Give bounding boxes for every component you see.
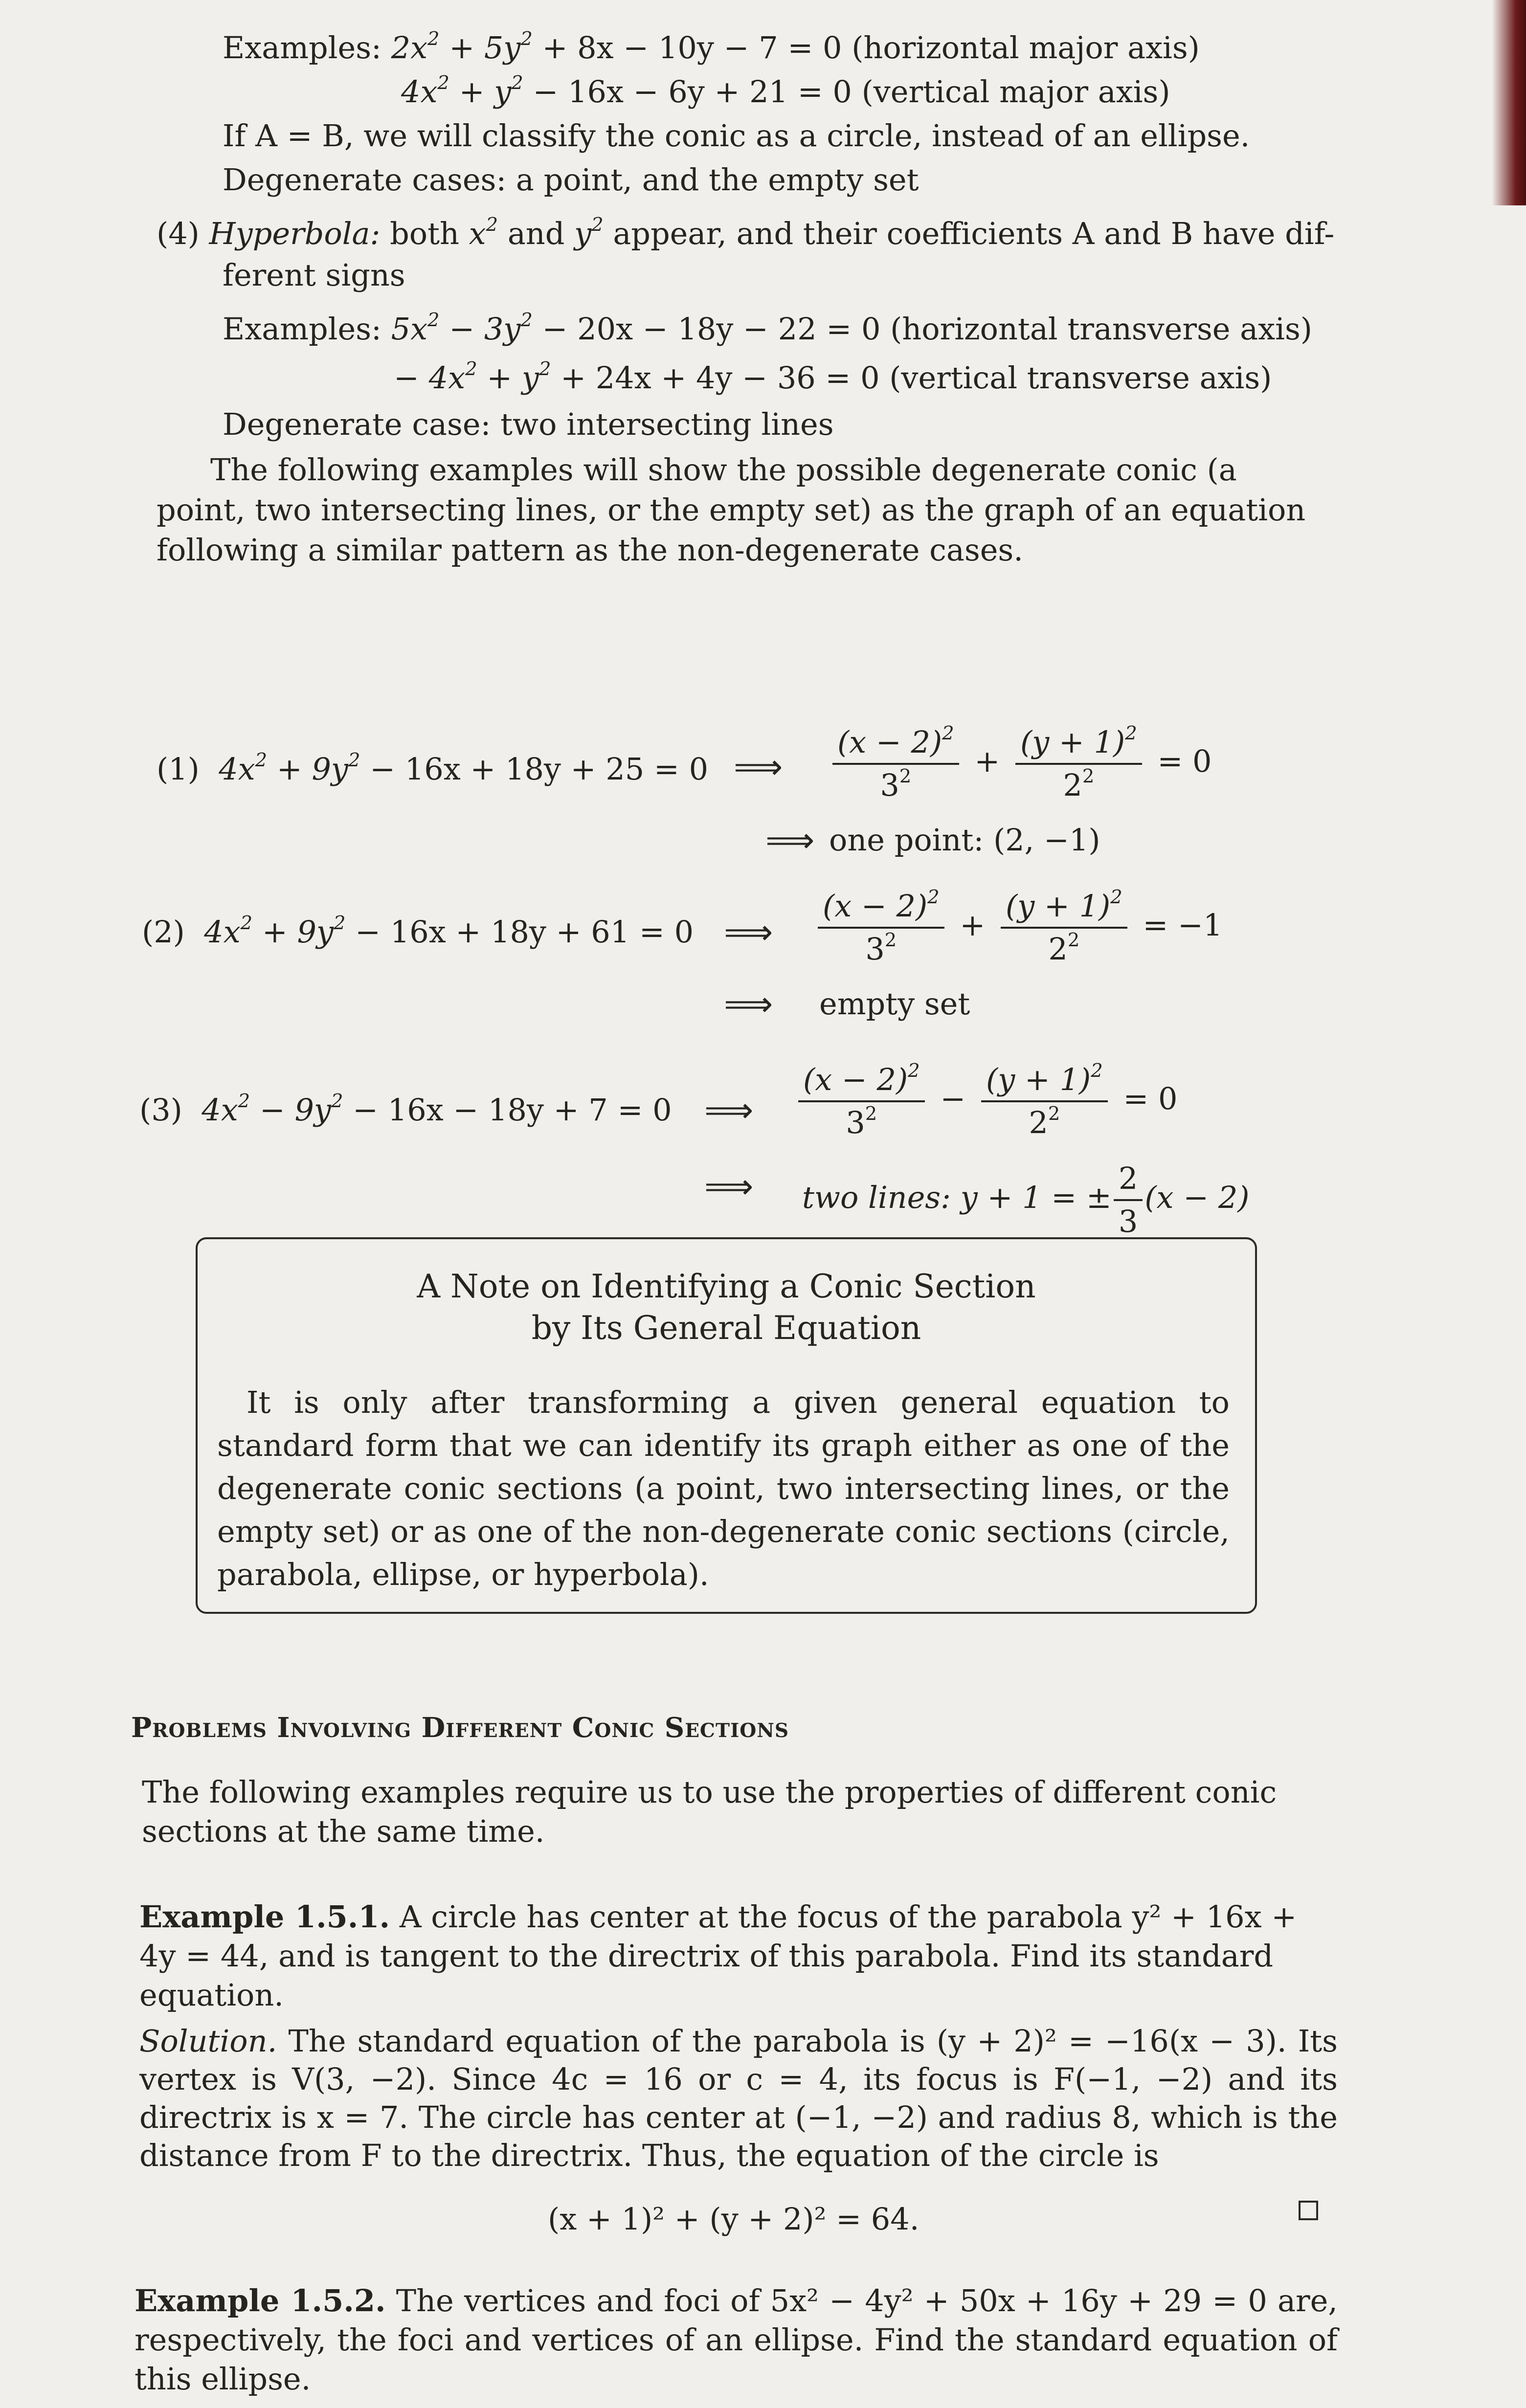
section-title: Problems Involving Different Conic Sections — [131, 1712, 789, 1744]
hyperbola-example-1: Examples: $5x^2 - 3y^2 - 20x - 18y - 22 = 0$ (horizontal transverse axis) — [223, 309, 1312, 347]
hyperbola-heading-cont: ferent signs — [223, 257, 405, 293]
hyperbola-heading: (4) Hyperbola: both $x^2$ and $y^2$ appear, and their coefficients A and B have dif- — [157, 214, 1335, 251]
result-2: empty set — [819, 986, 970, 1022]
ellipse-example-2: $4x^2 + y^2 - 16x - 6y + 21 = 0$ (vertical major axis) — [401, 72, 1170, 110]
degenerate-example-1: (1) $4x^2 + 9y^2 - 16x + 18y + 25 = 0$ — [157, 749, 709, 787]
example-1-5-2: Example 1.5.2. The vertices and foci of 5x² − 4y² + 50x + 16y + 29 = 0 are, respectively, the foci and vertices of an ellipse. Find the standard equation of this ellipse. — [135, 2283, 1338, 2397]
implies-arrow: ⟹ — [724, 912, 773, 952]
intro-paragraph: The following examples will show the possible degenerate conic (a point, two intersecting lines, or the empty set) as the graph of an equation following a similar pattern as the non-degenerate cases. — [157, 452, 1306, 568]
implies-arrow: ⟹ — [704, 1166, 754, 1206]
fraction-equation-2: $\frac{(x - 2)^2}{3^2}$ + $\frac{(y + 1)^2}{2^2}$ = −1 — [812, 888, 1222, 968]
note-box — [196, 1237, 1257, 1614]
note-body: It is only after transforming a given general equation to standard form that we can identify its graph either as one of the degenerate conic sections (a point, two intersecting lines, or the empty set) or as one of the non-degenerate conic sections (circle, parabola, ellipse, or hyperbola). — [217, 1384, 1230, 1592]
example-1-5-1: Example 1.5.1. A circle has center at the focus of the parabola y² + 16x + 4y = 44, and is tangent to the directrix of this parabola. Find its standard equation. — [139, 1899, 1297, 2013]
fraction-equation-1: $\frac{(x - 2)^2}{3^2}$ + $\frac{(y + 1)^2}{2^2}$ = 0 — [827, 724, 1212, 804]
solution: Solution. The standard equation of the parabola is (y + 2)² = −16(x − 3). Its vertex is V(3, −2). Since 4c = 16 or c = 4, its focus is F(−1, −2) and its directrix is x = 7. The circle has center at (−1, −2) and radius 8, which is the distance from F to the directrix. Thus, the equation of the circle is — [139, 2023, 1338, 2173]
implies-arrow: ⟹ — [724, 984, 773, 1024]
ellipse-degenerate: Degenerate cases: a point, and the empty set — [223, 162, 919, 198]
section-intro: The following examples require us to use the properties of different conic sections at the same time. — [142, 1774, 1277, 1849]
hyperbola-example-2: − $4x^2 + y^2 + 24x + 4y - 36 = 0$ (vertical transverse axis) — [394, 358, 1272, 396]
implies-arrow: ⟹ — [765, 820, 815, 860]
circle-note: If A = B, we will classify the conic as a circle, instead of an ellipse. — [223, 118, 1250, 154]
page-edge — [1492, 0, 1526, 205]
note-title-line1: A Note on Identifying a Conic Section — [417, 1268, 1036, 1305]
degenerate-example-2: (2) $4x^2 + 9y^2 - 16x + 18y + 61 = 0$ — [142, 912, 694, 950]
result-3: two lines: y + 1 = ± $\frac{2}{3}$ (x − 2) — [802, 1160, 1250, 1239]
fraction-equation-3: $\frac{(x - 2)^2}{3^2}$ − $\frac{(y + 1)^2}{2^2}$ = 0 — [792, 1061, 1178, 1141]
hyperbola-degenerate: Degenerate case: two intersecting lines — [223, 406, 834, 442]
implies-arrow: ⟹ — [734, 747, 783, 787]
implies-arrow: ⟹ — [704, 1090, 754, 1130]
note-title-line2: by Its General Equation — [531, 1309, 921, 1347]
circle-equation: (x + 1)² + (y + 2)² = 64. — [548, 2201, 920, 2237]
qed-icon — [1299, 2201, 1318, 2220]
ellipse-example-1: Examples: $2x^2 + 5y^2 + 8x - 10y - 7 = 0$ (horizontal major axis) — [223, 28, 1200, 66]
degenerate-example-3: (3) $4x^2 - 9y^2 - 16x - 18y + 7 = 0$ — [139, 1090, 672, 1128]
result-1: one point: (2, −1) — [829, 822, 1100, 858]
